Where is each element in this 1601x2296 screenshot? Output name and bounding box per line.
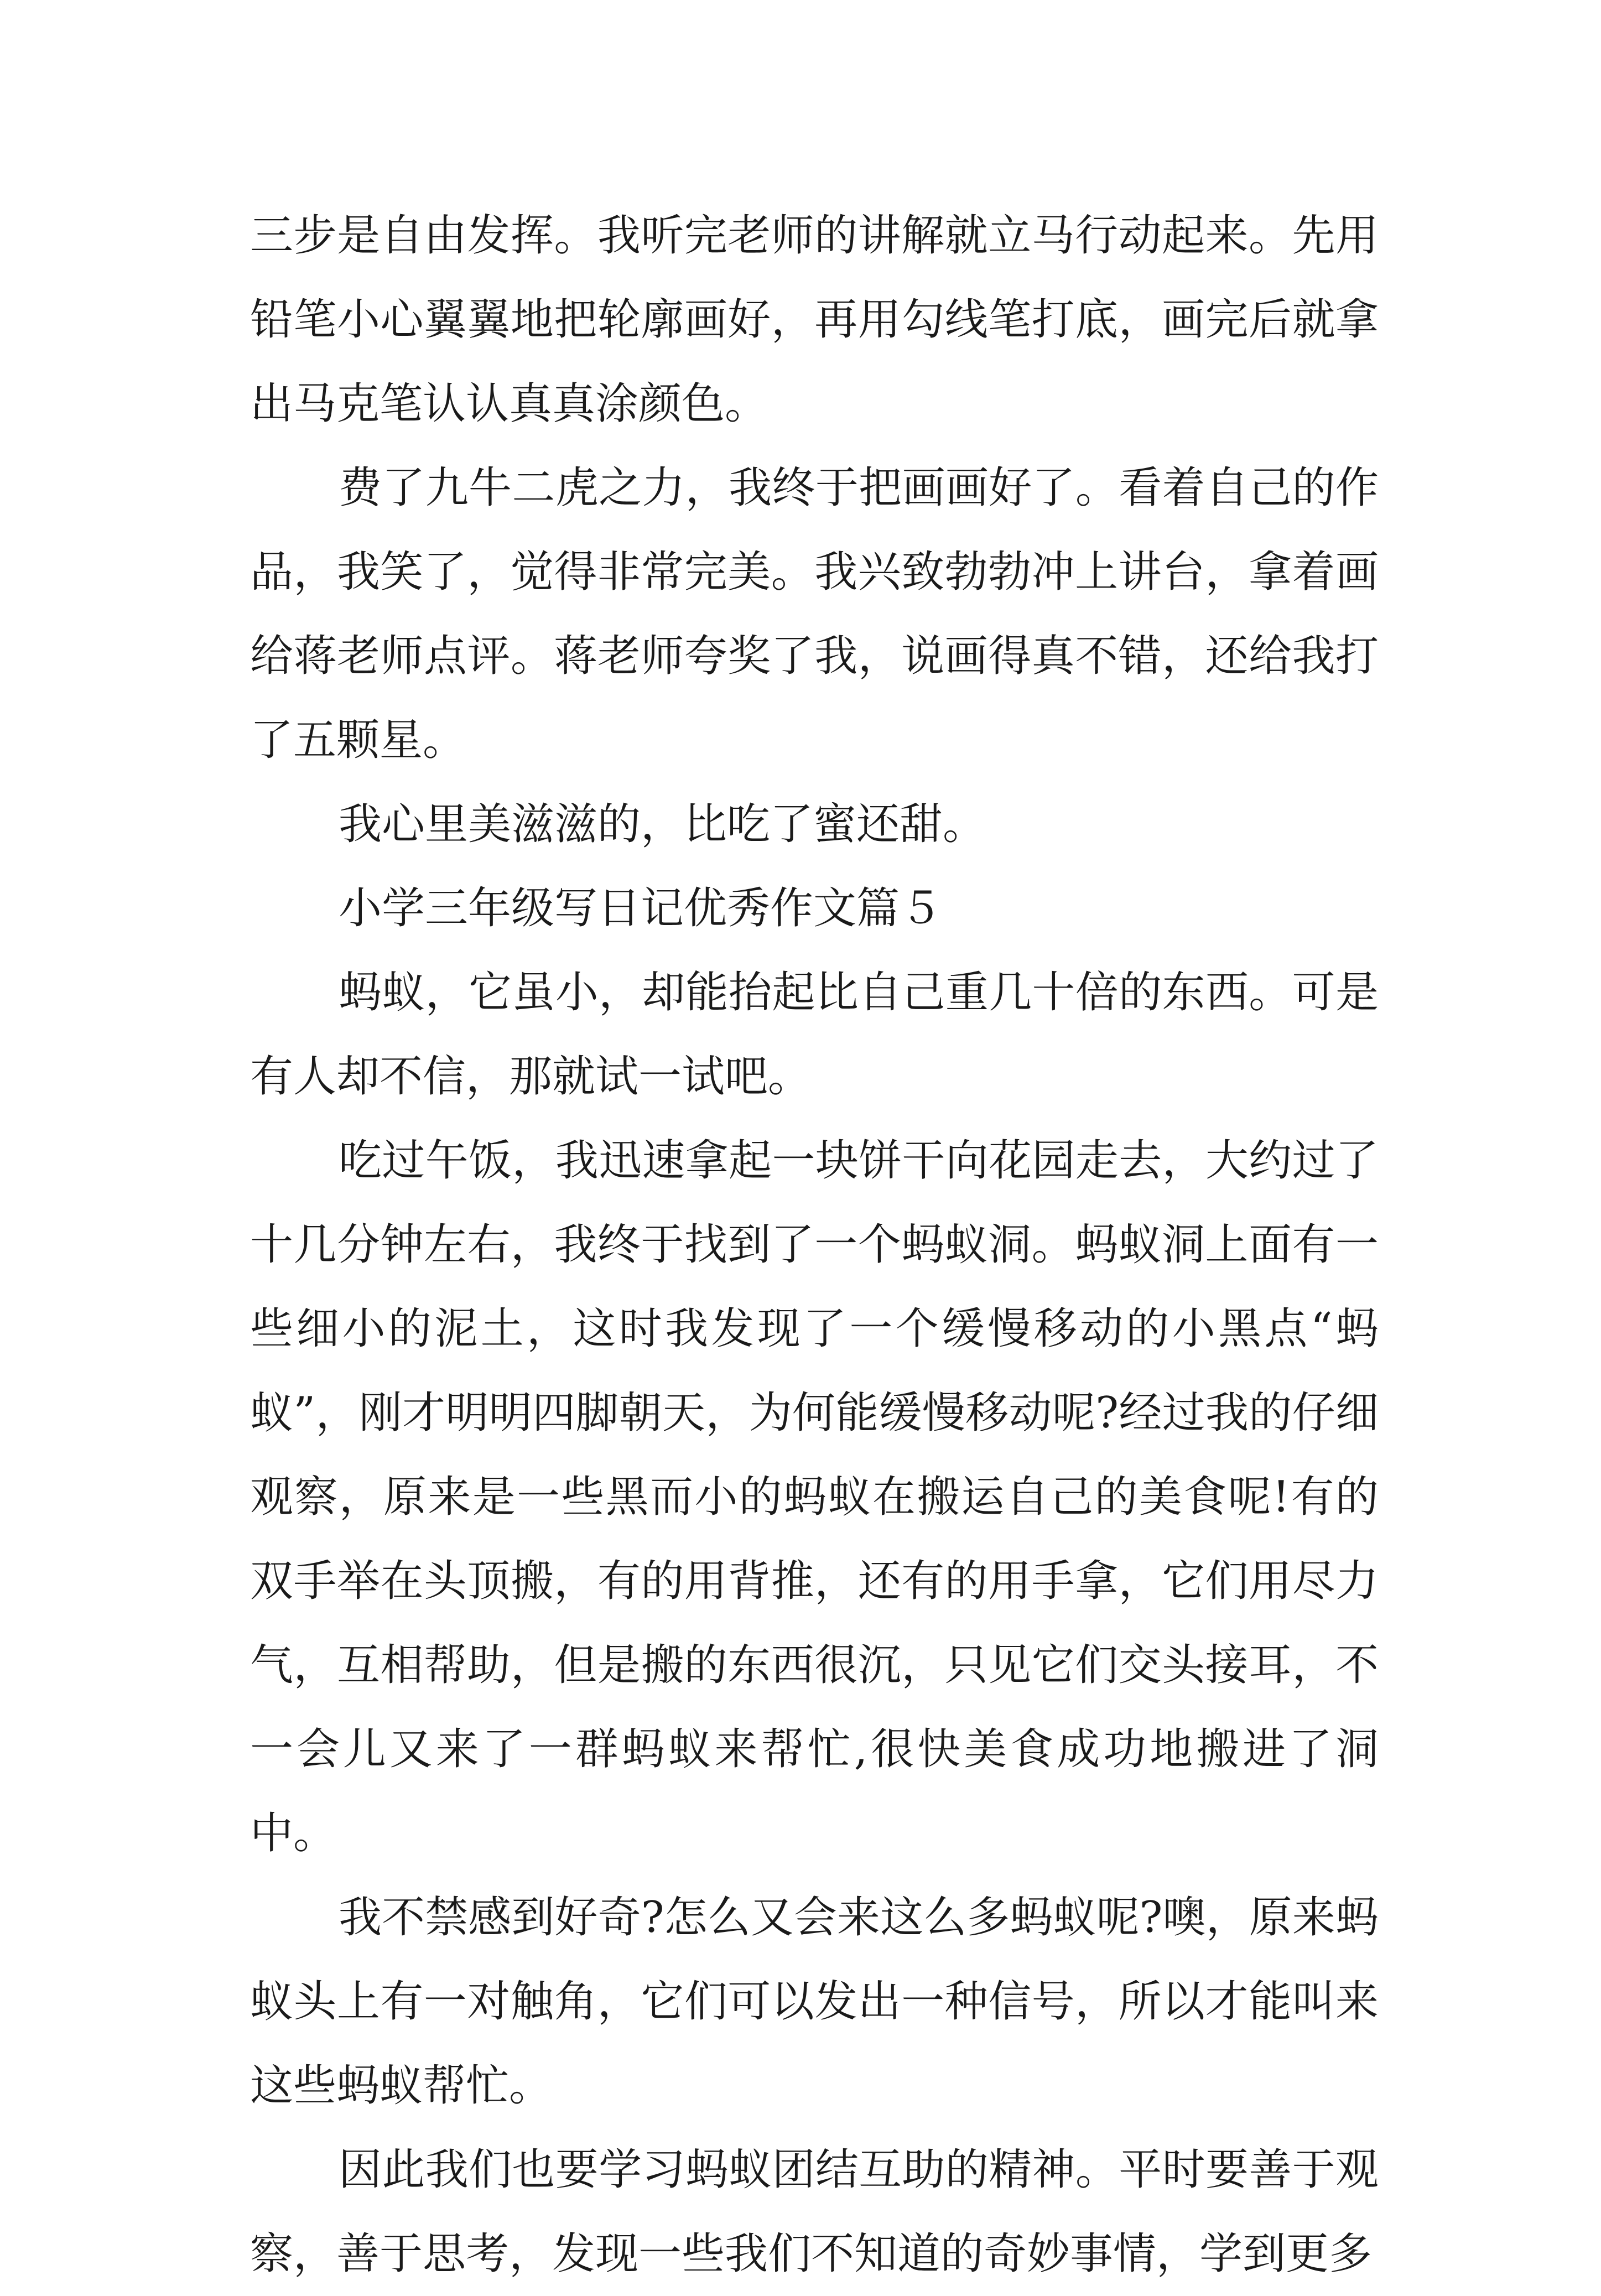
paragraph-5: 吃过午饭，我迅速拿起一块饼干向花园走去，大约过了十几分钟左右，我终于找到了一个蚂蚁洞。蚂蚁洞上面有一些细小的泥土，这时我发现了一个缓慢移动的小黑点“蚂蚁”，刚才明明四脚朝天，为何能缓慢移动呢?经过我的仔细观察，原来是一些黑而小的蚂蚁在搬运自己的美食呢!有的双手举在头顶搬，有的用背推，还有的用手拿，它们用尽力气，互相帮助，但是搬的东西很沉，只见它们交头接耳，不一会儿又来了一群蚂蚁来帮忙,很快美食成功地搬进了洞中。 xyxy=(250,1136,1379,1858)
paragraph-7: 因此我们也要学习蚂蚁团结互助的精神。平时要善于观察，善于思考，发现一些我们不知道的奇妙事情，学到更多 xyxy=(250,2145,1379,2279)
paragraph-2: 费了九牛二虎之力，我终于把画画好了。看着自己的作品，我笑了，觉得非常完美。我兴致勃勃冲上讲台，拿着画给蒋老师点评。蒋老师夸奖了我，说画得真不错，还给我打了五颗星。 xyxy=(250,463,1379,765)
section-heading: 小学三年级写日记优秀作文篇５ xyxy=(339,884,943,933)
paragraph-6: 我不禁感到好奇?怎么又会来这么多蚂蚁呢?噢，原来蚂蚁头上有一对触角，它们可以发出一种信号，所以才能叫来这些蚂蚁帮忙。 xyxy=(250,1893,1379,2111)
document-body xyxy=(250,194,1379,2296)
paragraph-1: 三步是自由发挥。我听完老师的讲解就立马行动起来。先用铅笔小心翼翼地把轮廓画好，再用勾线笔打底，画完后就拿出马克笔认认真真涂颜色。 xyxy=(250,211,1379,429)
paragraph-4: 蚂蚁，它虽小，却能抬起比自己重几十倍的东西。可是有人却不信，那就试一试吧。 xyxy=(250,968,1379,1102)
paragraph-3: 我心里美滋滋的，比吃了蜜还甜。 xyxy=(339,799,986,849)
